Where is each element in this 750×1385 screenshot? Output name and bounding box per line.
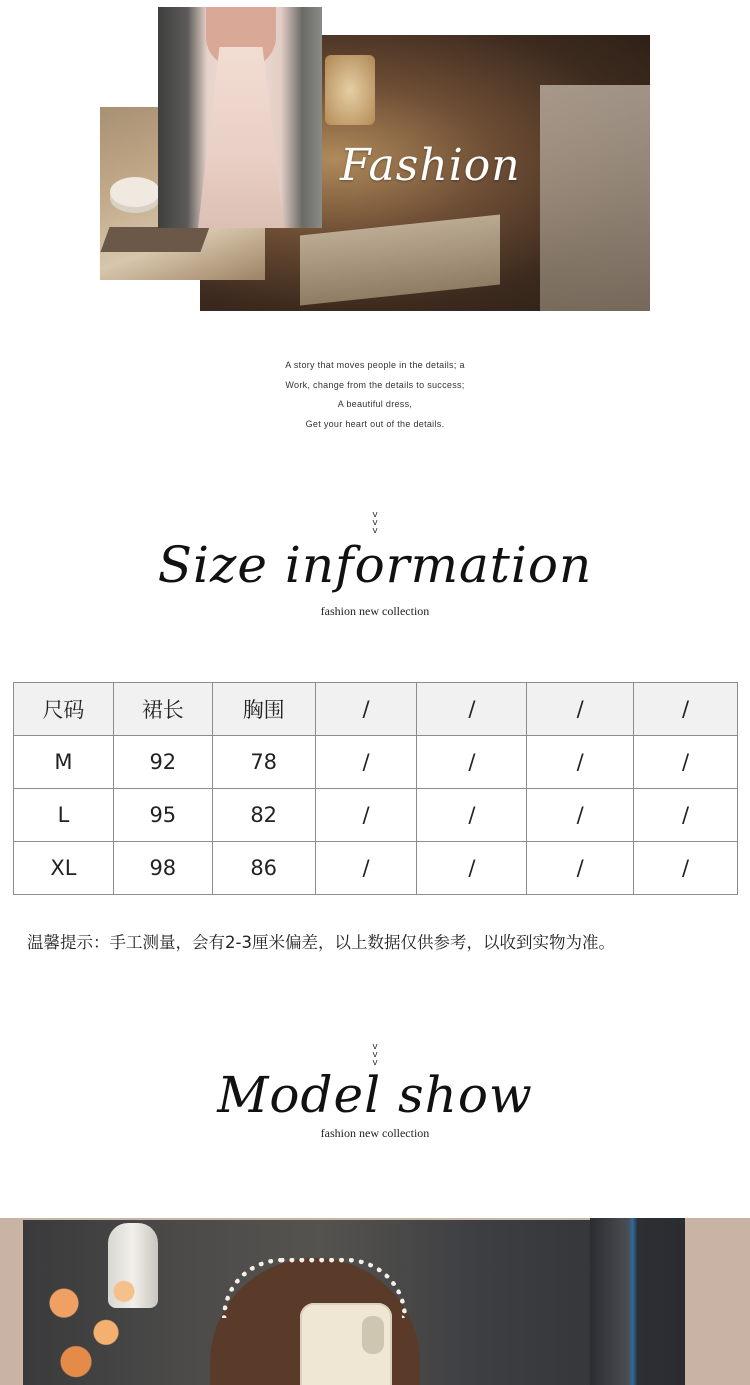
table-cell: / bbox=[315, 842, 417, 895]
model-show-title: Model show bbox=[217, 1066, 533, 1124]
table-cell: 86 bbox=[212, 842, 315, 895]
header-cell: 尺码 bbox=[14, 683, 114, 736]
story-line: A beautiful dress, bbox=[337, 399, 413, 409]
header-cell: 胸围 bbox=[212, 683, 315, 736]
banner-fashion-text: Fashion bbox=[340, 140, 521, 191]
header-cell: / bbox=[634, 683, 738, 736]
table-cell: / bbox=[527, 736, 634, 789]
table-row bbox=[14, 789, 738, 842]
table-row bbox=[14, 736, 738, 789]
phone-camera-icon bbox=[362, 1316, 384, 1354]
table-cell: XL bbox=[14, 842, 114, 895]
story-text bbox=[0, 356, 750, 434]
table-cell: / bbox=[417, 789, 527, 842]
table-cell: 98 bbox=[113, 842, 212, 895]
table-cell: 95 bbox=[113, 789, 212, 842]
model-photo bbox=[0, 1218, 750, 1385]
table-cell: M bbox=[14, 736, 114, 789]
table-cell: / bbox=[634, 842, 738, 895]
header-cell: / bbox=[527, 683, 634, 736]
table-cell: / bbox=[417, 842, 527, 895]
table-cell: 92 bbox=[113, 736, 212, 789]
table-row bbox=[14, 842, 738, 895]
size-information-title: Size information bbox=[157, 536, 593, 594]
flowers-decoration bbox=[28, 1268, 148, 1385]
size-subtitle: fashion new collection bbox=[320, 604, 430, 618]
table-cell: 82 bbox=[212, 789, 315, 842]
story-line: A story that moves people in the details; a bbox=[285, 360, 465, 370]
table-cell: / bbox=[527, 789, 634, 842]
table-header-row bbox=[14, 683, 738, 736]
table-cell: / bbox=[315, 736, 417, 789]
dress-photo bbox=[158, 7, 322, 228]
header-cell: 裙长 bbox=[113, 683, 212, 736]
header-cell: / bbox=[417, 683, 527, 736]
table-cell: / bbox=[527, 842, 634, 895]
table-cell: / bbox=[634, 736, 738, 789]
table-cell: L bbox=[14, 789, 114, 842]
table-cell: / bbox=[315, 789, 417, 842]
model-subtitle: fashion new collection bbox=[320, 1126, 430, 1140]
size-table bbox=[13, 682, 738, 895]
table-cell: / bbox=[634, 789, 738, 842]
table-cell: / bbox=[417, 736, 527, 789]
chevron-down-icon: v v v bbox=[372, 1042, 378, 1068]
story-line: Work, change from the details to success; bbox=[285, 379, 465, 390]
measurement-note: 温馨提示：手工测量，会有2-3厘米偏差，以上数据仅供参考，以收到实物为准。 bbox=[27, 933, 615, 952]
chevron-down-icon: v v v bbox=[372, 510, 378, 536]
header-cell: / bbox=[315, 683, 417, 736]
story-line: Get your heart out of the details. bbox=[305, 418, 445, 429]
table-cell: 78 bbox=[212, 736, 315, 789]
curtain-decoration bbox=[590, 1218, 685, 1385]
